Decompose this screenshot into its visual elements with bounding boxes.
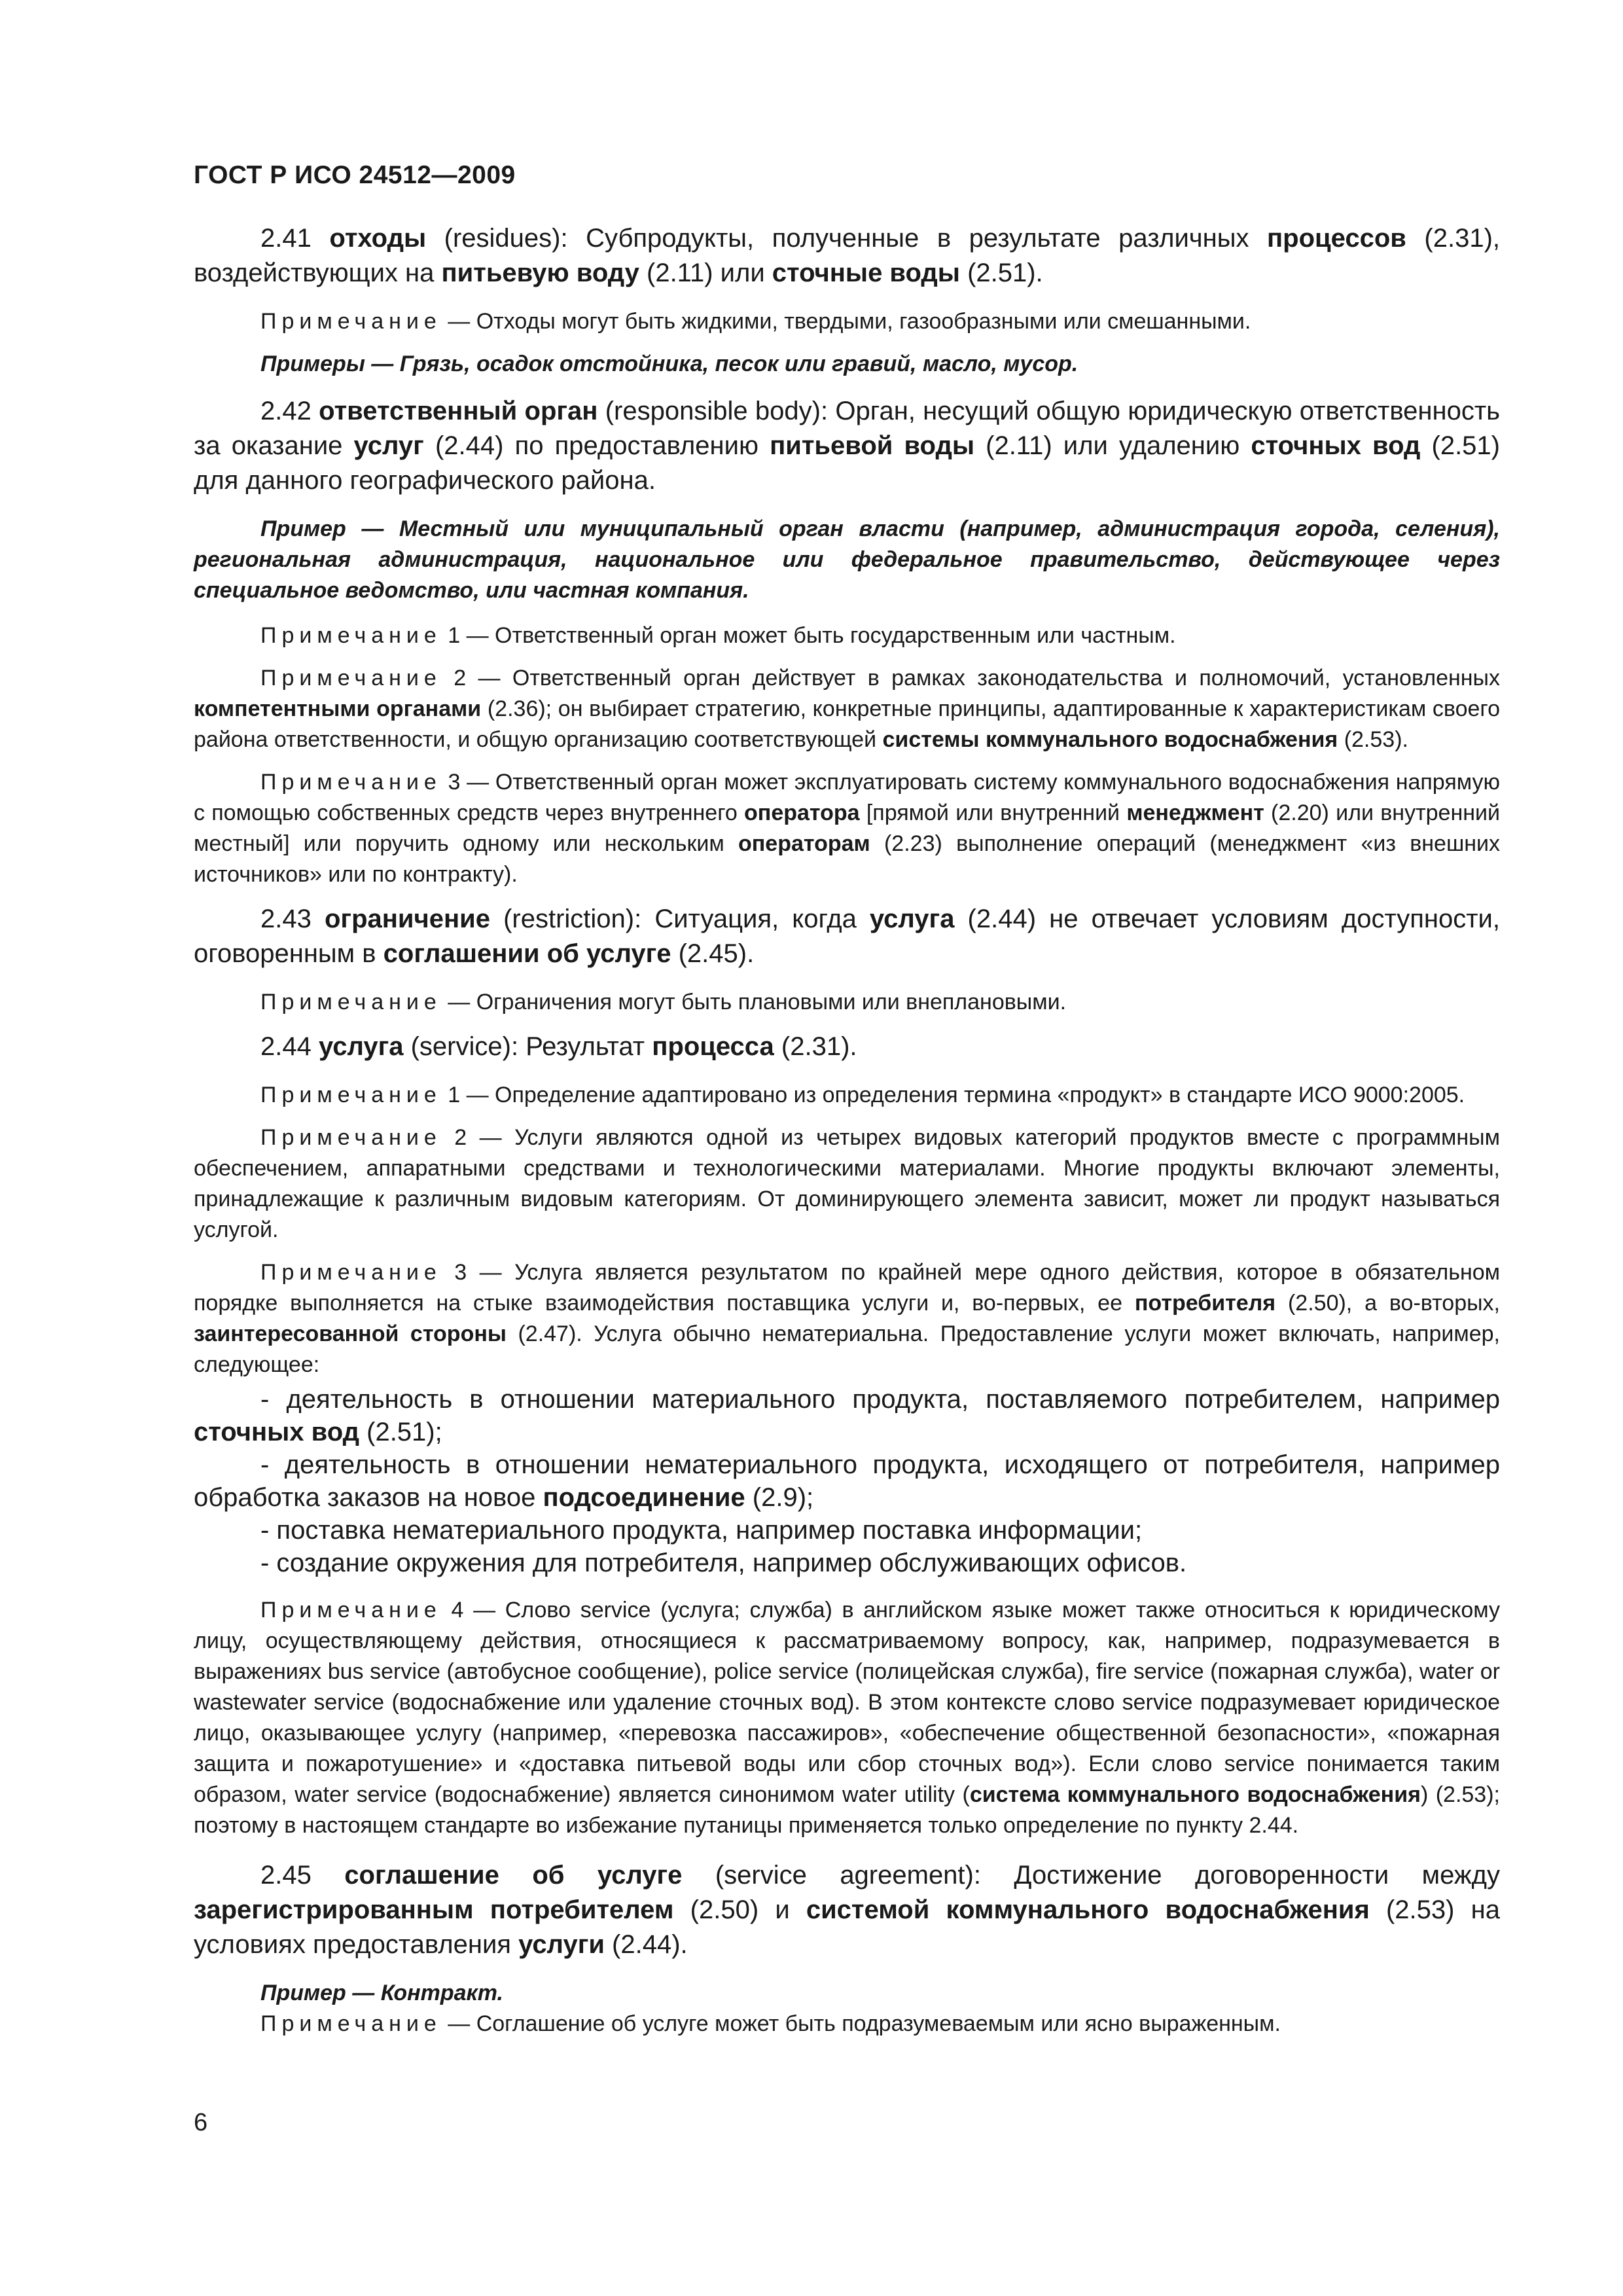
note: Примечание — Ограничения могут быть плановыми или внеплановыми. [260,990,1067,1014]
note-3: Примечание 3 — Ответственный орган может эксплуатировать систему коммунального водоснабжения напрямую с помощью собственных средств через внутреннего оператора [прямой или внутренний менеджмент (2.20) или внутренний местный] или поручить одному или нескольким операторам (2.23) выполнение операций (менеджмент «из внешних источников» или по контракту). [194,770,1501,887]
example: Пример — Местный или муниципальный орган власти (например, администрация города, селения), региональная администрация, национальное или федеральное правительство, действующее через специальное ведомство, или частная компания. [194,516,1500,603]
note-2: Примечание 2 — Услуги являются одной из четырех видовых категорий продуктов вместе с программным обеспечением, аппаратными средствами и технологическими материалами. Многие продукты включают элементы, принадлежащие к различным видовым категориям. От доминирующего элемента зависит, может ли продукт называться услугой. [194,1125,1500,1242]
page-number: 6 [194,2109,208,2136]
note-2: Примечание 2 — Ответственный орган действует в рамках законодательства и полномочий, установленных компетентными органами (2.36); он выбирает стратегию, конкретные принципы, адаптированные к характеристикам своего района ответственности, и общую организацию соответствующей системы коммунального водоснабжения (2.53). [194,666,1500,752]
term: ответственный орган [319,397,598,425]
list-item: - деятельность в отношении материального продукта, поставляемого потребителем, например сточных вод (2.51); [194,1385,1500,1446]
entry-2-41: 2.41 отходы (residues): Субпродукты, полученные в результате различных процессов (2.31), воздействующих на питьевую воду (2.11) или сточные воды (2.51). [194,224,1501,287]
note: Примечание — Соглашение об услуге может быть подразумеваемым или ясно выраженным. [260,2011,1281,2036]
note-4: Примечание 4 — Слово service (услуга; служба) в английском языке может также относиться к юридическому лицу, осуществляющему действия, относящиеся к рассматриваемому вопросу, как, например, подразумевается в выражениях bus service (автобусное сообщение), police service (полицейская служба), fire service (пожарная служба), water or wastewater service (водоснабжение или удаление сточных вод). В этом контексте слово service подразумевает юридическое лицо, оказывающее услугу (например, «перевозка пассажиров», «обеспечение общественной безопасности», «пожарная защита и пожаротушение» и «доставка питьевой воды или сбор сточных вод»). Если слово service понимается таким образом, water service (водоснабжение) является синонимом water utility (система коммунального водоснабжения) (2.53); поэтому в настоящем стандарте во избежание путаницы применяется только определение по пункту 2.44. [194,1598,1500,1838]
document-body [194,221,1500,2051]
list-item: - деятельность в отношении нематериального продукта, исходящего от потребителя, например обработка заказов на новое подсоединение (2.9); [194,1450,1500,1512]
page-header: ГОСТ Р ИСО 24512—2009 [194,161,516,189]
list-item: - создание окружения для потребителя, например обслуживающих офисов. [260,1549,1187,1577]
term: отходы [329,224,427,253]
example: Примеры — Грязь, осадок отстойника, песок или гравий, масло, мусор. [260,351,1079,376]
note-1: Примечание 1 — Ответственный орган может быть государственным или частным. [260,623,1176,648]
term: ограничение [324,905,490,933]
example: Пример — Контракт. [260,1981,503,2005]
entry-2-45: 2.45 соглашение об услуге (service agreement): Достижение договоренности между зарегистрированным потребителем (2.50) и системой коммунального водоснабжения (2.53) на условиях предоставления услуги (2.44). [194,1861,1500,1959]
term: соглашение об услуге [344,1861,683,1890]
term: услуга [318,1032,404,1061]
note: Примечание — Отходы могут быть жидкими, твердыми, газообразными или смешанными. [260,309,1251,334]
list-item: - поставка нематериального продукта, например поставка информации; [260,1516,1143,1545]
entry-2-43: 2.43 ограничение (restriction): Ситуация, когда услуга (2.44) не отвечает условиям доступности, оговоренным в соглашении об услуге (2.45). [194,905,1501,968]
entry-2-42: 2.42 ответственный орган (responsible body): Орган, несущий общую юридическую ответственность за оказание услуг (2.44) по предоставлению питьевой воды (2.11) или удалению сточных вод (2.51) для данного географического района. [194,397,1501,495]
entry-2-44: 2.44 услуга (service): Результат процесса (2.31). [260,1032,857,1061]
note-3: Примечание 3 — Услуга является результатом по крайней мере одного действия, которое в обязательном порядке выполняется на стыке взаимодействия поставщика услуги и, во-первых, ее потребителя (2.50), а во-вторых, заинтересованной стороны (2.47). Услуга обычно нематериальна. Предоставление услуги может включать, например, следующее: [194,1260,1500,1377]
note-1: Примечание 1 — Определение адаптировано из определения термина «продукт» в стандарте ИСО 9000:2005. [260,1083,1465,1107]
